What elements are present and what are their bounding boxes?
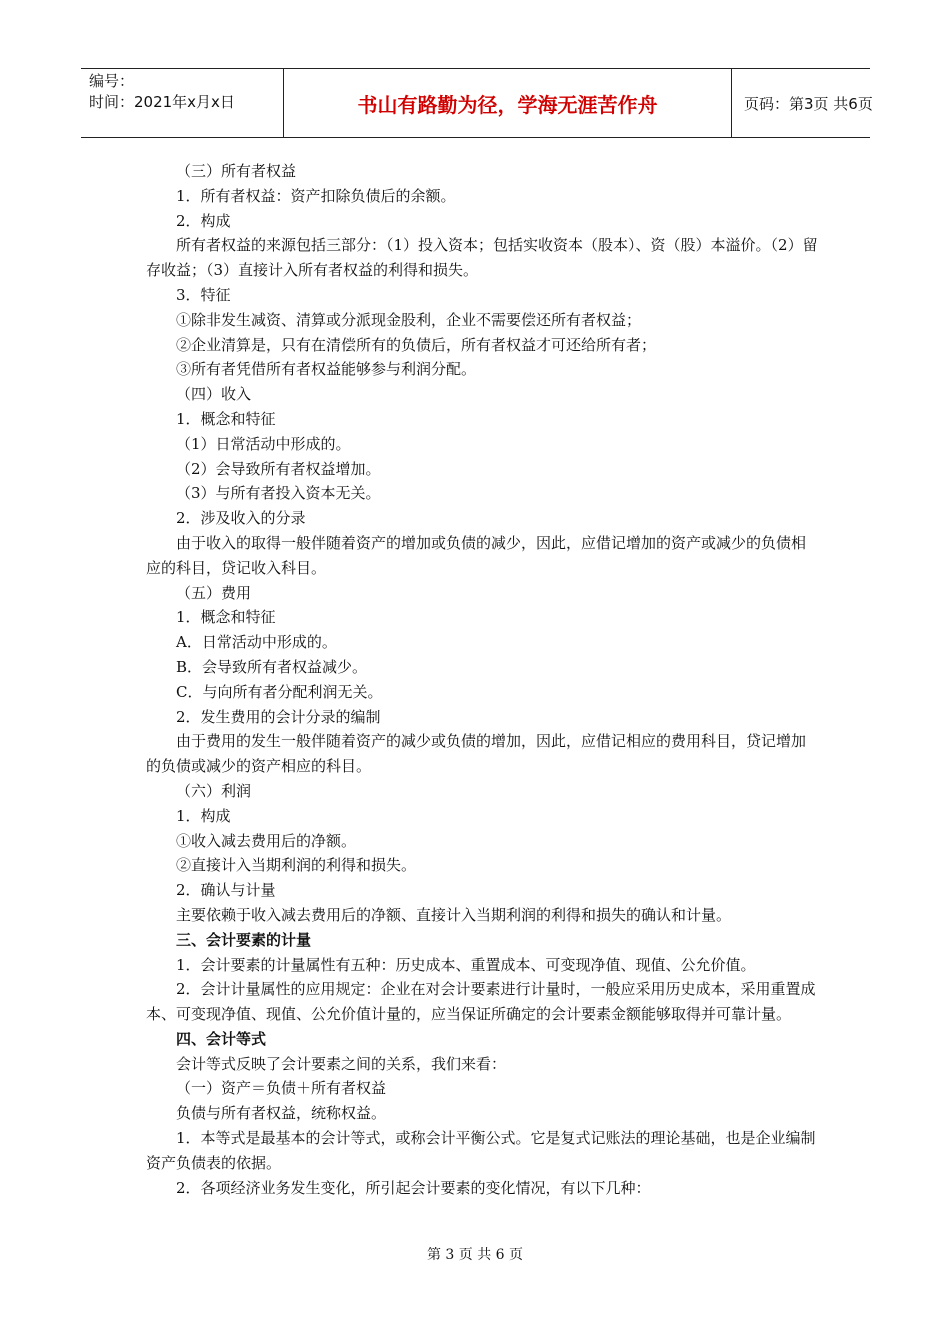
header-motto: 书山有路勤为径，学海无涯苦作舟: [284, 69, 732, 137]
paragraph: 1．会计要素的计量属性有五种：历史成本、重置成本、可变现净值、现值、公允价值。: [176, 955, 756, 974]
paragraph: ①收入减去费用后的净额。: [176, 831, 357, 850]
paragraph: 3．特征: [176, 285, 231, 304]
page-header: [81, 68, 873, 138]
paragraph: B．会导致所有者权益减少。: [176, 657, 368, 676]
paragraph: A．日常活动中形成的。: [176, 633, 337, 652]
paragraph: 2．涉及收入的分录: [176, 509, 306, 528]
page-footer: 第 3 页 共 6 页: [426, 1247, 524, 1263]
number-label: 编号：: [89, 72, 135, 90]
paragraph: 主要依赖于收入减去费用后的净额、直接计入当期利润的利得和损失的确认和计量。: [176, 905, 732, 924]
paragraph: （3）与所有者投入资本无关。: [176, 484, 381, 503]
section-heading: 三、会计要素的计量: [176, 930, 312, 949]
paragraph: 1．概念和特征: [176, 409, 276, 428]
paragraph: 2．各项经济业务发生变化，所引起会计要素的变化情况，有以下几种：: [176, 1178, 651, 1197]
paragraph: （三）所有者权益: [176, 162, 297, 180]
header-meta: [81, 69, 284, 137]
paragraph: 会计等式反映了会计要素之间的关系，我们来看：: [176, 1054, 507, 1073]
document-body: [146, 159, 818, 1200]
paragraph: 1．构成: [176, 806, 231, 825]
paragraph: ①除非发生减资、清算或分派现金股利，企业不需要偿还所有者权益；: [176, 310, 642, 329]
paragraph: 2．会计计量属性的应用规定：企业在对会计要素进行计量时，一般应采用历史成本，采用重置成本、可变现净值、现值、公允价值计量的，应当保证所确定的会计要素金额能够取得并可靠计量。: [146, 980, 816, 1024]
paragraph: ②企业清算是，只有在清偿所有的负债后，所有者权益才可还给所有者；: [176, 335, 657, 354]
paragraph: 1．概念和特征: [176, 608, 276, 627]
paragraph: ②直接计入当期利润的利得和损失。: [176, 856, 417, 875]
paragraph: （四）收入: [176, 385, 252, 404]
paragraph: （2）会导致所有者权益增加。: [176, 459, 381, 478]
paragraph: （六）利润: [176, 781, 252, 800]
paragraph: （一）资产＝负债＋所有者权益: [176, 1079, 387, 1098]
paragraph: 2．构成: [176, 211, 231, 230]
paragraph: 2．确认与计量: [176, 881, 276, 900]
paragraph: 1．所有者权益：资产扣除负债后的余额。: [176, 186, 456, 205]
paragraph: 1．本等式是最基本的会计等式，或称会计平衡公式。它是复式记账法的理论基础，也是企业编制资产负债表的依据。: [146, 1129, 816, 1172]
paragraph: 由于费用的发生一般伴随着资产的减少或负债的增加，因此，应借记相应的费用科目，贷记增加的负债或减少的资产相应的科目。: [146, 732, 807, 776]
paragraph: ③所有者凭借所有者权益能够参与利润分配。: [176, 360, 477, 379]
paragraph: 由于收入的取得一般伴随着资产的增加或负债的减少，因此，应借记增加的资产或减少的负债相应的科目，贷记收入科目。: [146, 533, 807, 577]
paragraph: 负债与所有者权益，统称权益。: [176, 1104, 387, 1123]
paragraph: （五）费用: [176, 583, 252, 602]
paragraph: 2．发生费用的会计分录的编制: [176, 707, 381, 726]
paragraph: 所有者权益的来源包括三部分：（1）投入资本；包括实收资本（股本）、资（股）本溢价。（2）留存收益；（3）直接计入所有者权益的利得和损失。: [146, 236, 818, 280]
section-heading: 四、会计等式: [176, 1029, 267, 1048]
header-page-label: 页码：第3页 共6页: [744, 94, 873, 113]
paragraph: （1）日常活动中形成的。: [176, 434, 351, 453]
paragraph: C．与向所有者分配利润无关。: [176, 682, 383, 701]
date-label: 时间：2021年x月x日: [89, 93, 235, 111]
